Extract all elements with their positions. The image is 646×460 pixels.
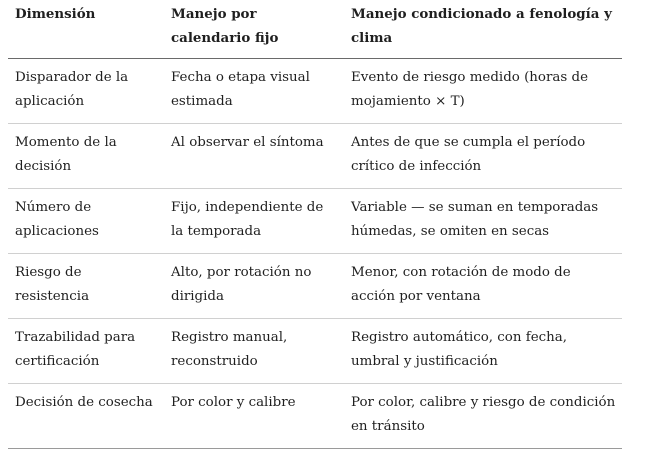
header-fixed-calendar: Manejo por calendario fijo	[164, 0, 344, 59]
table-row	[8, 254, 622, 319]
cell-conditioned: Antes de que se cumpla el período crítico de infección	[344, 124, 622, 189]
cell-conditioned: Registro automático, con fecha, umbral y justificación	[344, 319, 622, 384]
cell-dimension: Trazabilidad para certificación	[8, 319, 164, 384]
cell-conditioned: Evento de riesgo medido (horas de mojamiento × T)	[344, 59, 622, 124]
cell-fixed-calendar: Registro manual, reconstruido	[164, 319, 344, 384]
table-header	[8, 0, 622, 59]
cell-fixed-calendar: Por color y calibre	[164, 384, 344, 449]
cell-dimension: Decisión de cosecha	[8, 384, 164, 449]
cell-dimension: Número de aplicaciones	[8, 189, 164, 254]
cell-fixed-calendar: Al observar el síntoma	[164, 124, 344, 189]
header-row	[8, 0, 622, 59]
table-row	[8, 59, 622, 124]
header-conditioned: Manejo condicionado a fenología y clima	[344, 0, 622, 59]
cell-fixed-calendar: Fijo, independiente de la temporada	[164, 189, 344, 254]
table-row	[8, 384, 622, 449]
cell-fixed-calendar: Alto, por rotación no dirigida	[164, 254, 344, 319]
table-row	[8, 124, 622, 189]
cell-dimension: Disparador de la aplicación	[8, 59, 164, 124]
cell-conditioned: Por color, calibre y riesgo de condición en tránsito	[344, 384, 622, 449]
table-row	[8, 189, 622, 254]
cell-conditioned: Variable — se suman en temporadas húmedas, se omiten en secas	[344, 189, 622, 254]
cell-dimension: Riesgo de resistencia	[8, 254, 164, 319]
cell-conditioned: Menor, con rotación de modo de acción por ventana	[344, 254, 622, 319]
table-body	[8, 59, 622, 449]
header-dimension: Dimensión	[8, 0, 164, 59]
cell-dimension: Momento de la decisión	[8, 124, 164, 189]
comparison-table	[8, 0, 622, 449]
cell-fixed-calendar: Fecha o etapa visual estimada	[164, 59, 344, 124]
table-row	[8, 319, 622, 384]
